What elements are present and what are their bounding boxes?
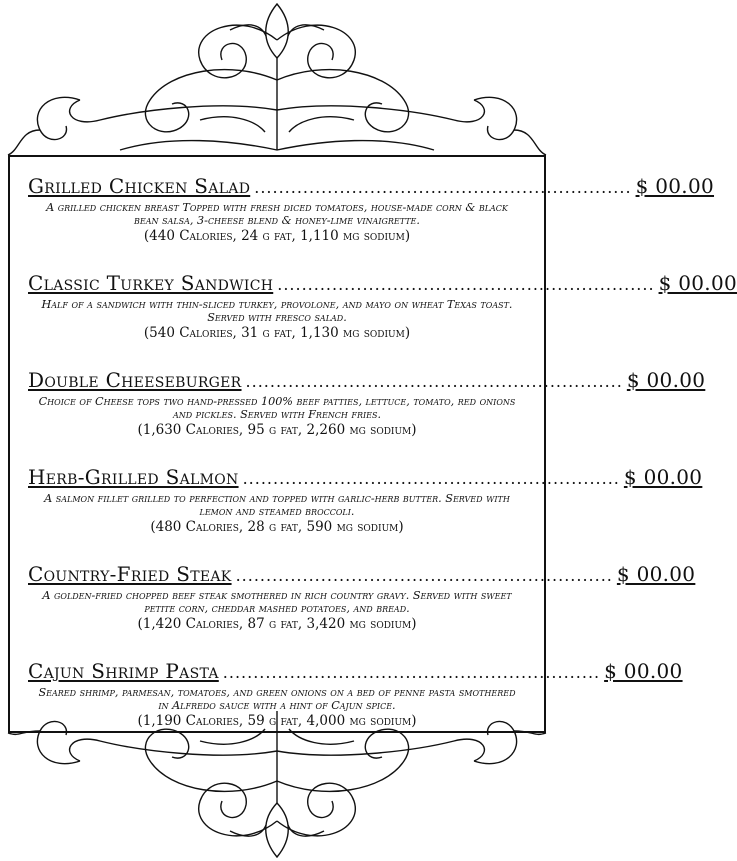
item-name: Country-Fried Steak: [28, 562, 232, 586]
item-description: Half of a sandwich with thin-sliced turkey, provolone, and mayo on wheat Texas toast. Served with fresco salad.: [41, 298, 513, 324]
dot-leader: ..............................................................: [245, 372, 623, 391]
item-price: $ 00.00: [658, 271, 737, 295]
item-name: Cajun Shrimp Pasta: [28, 659, 219, 683]
item-nutrition: (1,420 Calories, 87 g fat, 3,420 mg sodium): [137, 616, 417, 632]
menu-item-classic-turkey-sandwich: [28, 271, 737, 341]
dot-leader: ..............................................................: [222, 663, 601, 682]
item-name: Grilled Chicken Salad: [28, 174, 251, 198]
item-name: Classic Turkey Sandwich: [28, 271, 274, 295]
menu-item-country-fried-steak: [28, 562, 696, 632]
menu-item-double-cheeseburger: [28, 368, 706, 438]
item-description: A salmon fillet grilled to perfection and topped with garlic-herb butter. Served with lemon and steamed broccoli.: [44, 492, 510, 518]
item-header: [28, 562, 696, 587]
item-nutrition: (480 Calories, 28 g fat, 590 mg sodium): [150, 519, 404, 535]
item-header: [28, 271, 737, 296]
item-nutrition: (1,630 Calories, 95 g fat, 2,260 mg sodium): [137, 422, 417, 438]
dot-leader: ..............................................................: [242, 469, 620, 488]
item-name: Double Cheeseburger: [28, 368, 242, 392]
item-price: $ 00.00: [616, 562, 696, 586]
item-price: $ 00.00: [623, 465, 703, 489]
item-nutrition: (1,190 Calories, 59 g fat, 4,000 mg sodium): [137, 713, 417, 729]
item-description: A golden-fried chopped beef steak smothered in rich country gravy. Served with sweet petite corn, cheddar mashed potatoes, and bread.: [42, 589, 512, 615]
item-header: [28, 368, 706, 393]
menu-item-grilled-chicken-salad: [28, 174, 715, 244]
dot-leader: ..............................................................: [235, 566, 613, 585]
item-header: [28, 174, 715, 199]
item-header: [28, 465, 703, 490]
item-name: Herb-Grilled Salmon: [28, 465, 239, 489]
item-nutrition: (440 Calories, 24 g fat, 1,110 mg sodium): [143, 228, 411, 244]
item-price: $ 00.00: [626, 368, 706, 392]
item-description: Seared shrimp, parmesan, tomatoes, and green onions on a bed of penne pasta smothered in Alfredo sauce with a hint of Cajun spice.: [38, 686, 516, 712]
item-price: $ 00.00: [604, 659, 683, 683]
menu-list: [28, 174, 737, 757]
menu-item-cajun-shrimp-pasta: [28, 659, 683, 729]
item-header: [28, 659, 683, 684]
dot-leader: ..............................................................: [277, 275, 655, 294]
menu-item-herb-grilled-salmon: [28, 465, 703, 535]
item-nutrition: (540 Calories, 31 g fat, 1,130 mg sodium): [143, 325, 411, 341]
dot-leader: ..............................................................: [254, 178, 632, 197]
item-price: $ 00.00: [635, 174, 715, 198]
top-scroll-ornament: [0, 0, 554, 165]
item-description: Choice of Cheese tops two hand-pressed 100% beef patties, lettuce, tomato, red onions and pickles. Served with French fries.: [38, 395, 516, 421]
item-description: A grilled chicken breast Topped with fresh diced tomatoes, house-made corn & black bean salsa, 3-cheese blend & honey-lime vinaigrette.: [46, 201, 508, 227]
